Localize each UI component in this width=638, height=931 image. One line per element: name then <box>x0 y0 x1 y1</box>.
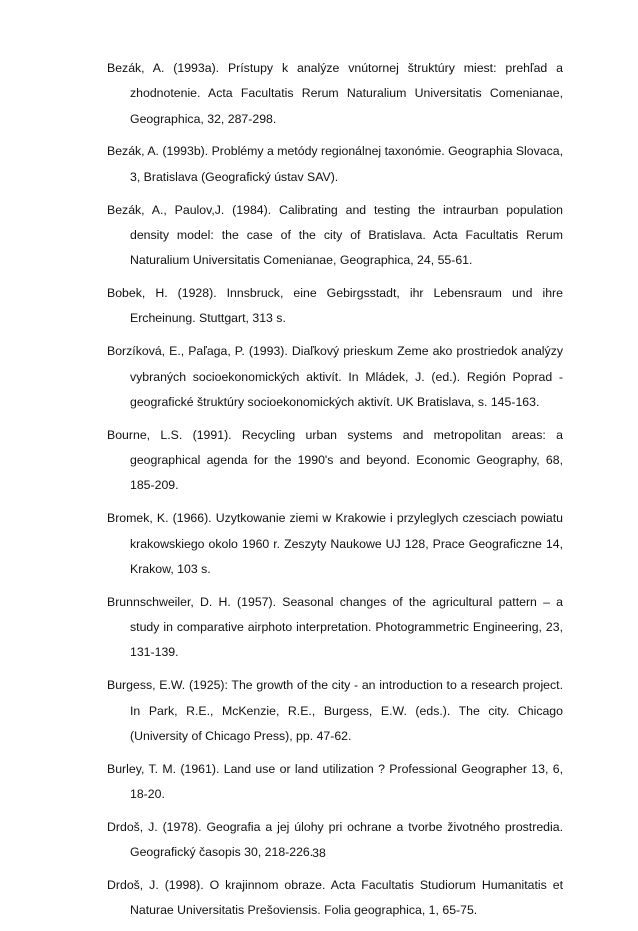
reference-entry: Burgess, E.W. (1925): The growth of the city - an introduction to a research project. In Park, R.E., McKenzie, R.E., Burgess, E.W. (eds.). The city. Chicago (University of Chicago Press), pp. 47-62. <box>107 678 563 743</box>
reference-entry: Brunnschweiler, D. H. (1957). Seasonal changes of the agricultural pattern – a study in comparative airphoto interpretation. Photogrammetric Engineering, 23, 131-139. <box>107 594 563 660</box>
reference-entry: Bourne, L.S. (1991). Recycling urban systems and metropolitan areas: a geographical agenda for the 1990's and beyond. Economic Geography, 68, 185-209. <box>107 427 563 493</box>
reference-entry: Burley, T. M. (1961). Land use or land utilization ? Professional Geographer 13, 6, 18-20. <box>107 761 563 802</box>
reference-entry: Bobek, H. (1928). Innsbruck, eine Gebirgsstadt, ihr Lebensraum und ihre Ercheinung. Stuttgart, 313 s. <box>107 286 563 326</box>
reference-entry: Bezák, A. (1993a). Prístupy k analýze vnútornej štruktúry miest: prehľad a zhodnotenie. Acta Facultatis Rerum Naturalium Universitatis Comenianae, Geographica, 32, 287-298. <box>107 61 563 126</box>
reference-entry: Borzíková, E., Paľaga, P. (1993). Diaľkový prieskum Zeme ako prostriedok analýzy vybraných socioekonomických aktivít. In Mládek, J. (ed.). Región Poprad - geografické štruktúry socioekonomických aktivít. UK Bratislava, s. 145-163. <box>107 344 563 409</box>
reference-entry: Bezák, A., Paulov,J. (1984). Calibrating and testing the intraurban population density model: the case of the city of Bratislava. Acta Facultatis Rerum Naturalium Universitatis Comenianae, Geographica, 24, 55-61. <box>107 202 563 268</box>
reference-entry: Bromek, K. (1966). Uzytkowanie ziemi w Krakowie i przyleglych czesciach powiatu krakowskiego okolo 1960 r. Zeszyty Naukowe UJ 128, Prace Geograficzne 14, Krakow, 103 s. <box>107 511 563 576</box>
reference-entry: Bezák, A. (1993b). Problémy a metódy regionálnej taxonómie. Geographia Slovaca, 3, Bratislava (Geografický ústav SAV). <box>107 144 563 184</box>
page-number: 38 <box>312 846 326 860</box>
reference-entry: Drdoš, J. (1978). Geografia a jej úlohy pri ochrane a tvorbe životného prostredia. Geografický časopis 30, 218-226. <box>107 819 563 860</box>
reference-entry: Drdoš, J. (1998). O krajinnom obraze. Acta Facultatis Studiorum Humanitatis et Naturae Universitatis Prešoviensis. Folia geographica, 1, 65-75. <box>107 878 563 918</box>
reference-list <box>107 56 563 931</box>
